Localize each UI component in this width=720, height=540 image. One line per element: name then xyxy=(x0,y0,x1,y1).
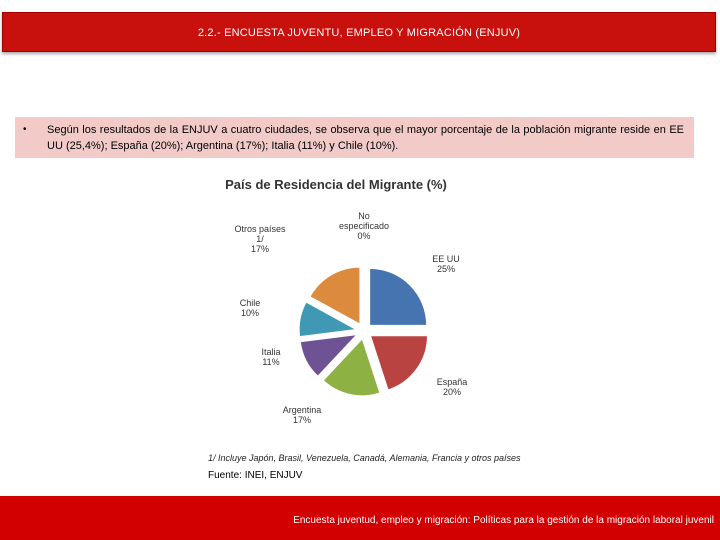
chart-footnote: 1/ Incluye Japón, Brasil, Venezuela, Canadá, Alemania, Francia y otros países xyxy=(208,453,521,463)
footer-bar xyxy=(0,496,720,540)
slice-label-6: No especificado 0% xyxy=(338,211,390,241)
header-bar xyxy=(2,12,716,52)
bullet-marker: • xyxy=(23,124,27,135)
text-box xyxy=(15,117,694,158)
summary-paragraph: Según los resultados de la ENJUV a cuatro ciudades, se observa que el mayor porcentaje de la población migrante reside en EE UU (25,4%); España (20%); Argentina (17%); Italia (11%) y Chile (10%). xyxy=(47,124,684,152)
pie-slice-0 xyxy=(370,268,427,325)
slice-label-0: EE UU 25% xyxy=(432,254,460,274)
slice-label-3: Italia 11% xyxy=(261,347,281,367)
chart-source: Fuente: INEI, ENJUV xyxy=(208,470,303,481)
footer-text: Encuesta juventud, empleo y migración: Políticas para la gestión de la migración laboral juvenil xyxy=(293,515,714,526)
slide-title: 2.2.- ENCUESTA JUVENTU, EMPLEO Y MIGRACIÓN (ENJUV) xyxy=(197,27,521,39)
slice-label-1: España 20% xyxy=(436,377,468,397)
slice-label-4: Chile 10% xyxy=(239,298,261,318)
pie-chart xyxy=(200,170,520,440)
chart-title: País de Residencia del Migrante (%) xyxy=(225,177,447,192)
slice-label-2: Argentina 17% xyxy=(282,405,322,425)
pie-slice-1 xyxy=(370,336,427,390)
slice-label-5: Otros países 1/ 17% xyxy=(234,224,286,254)
